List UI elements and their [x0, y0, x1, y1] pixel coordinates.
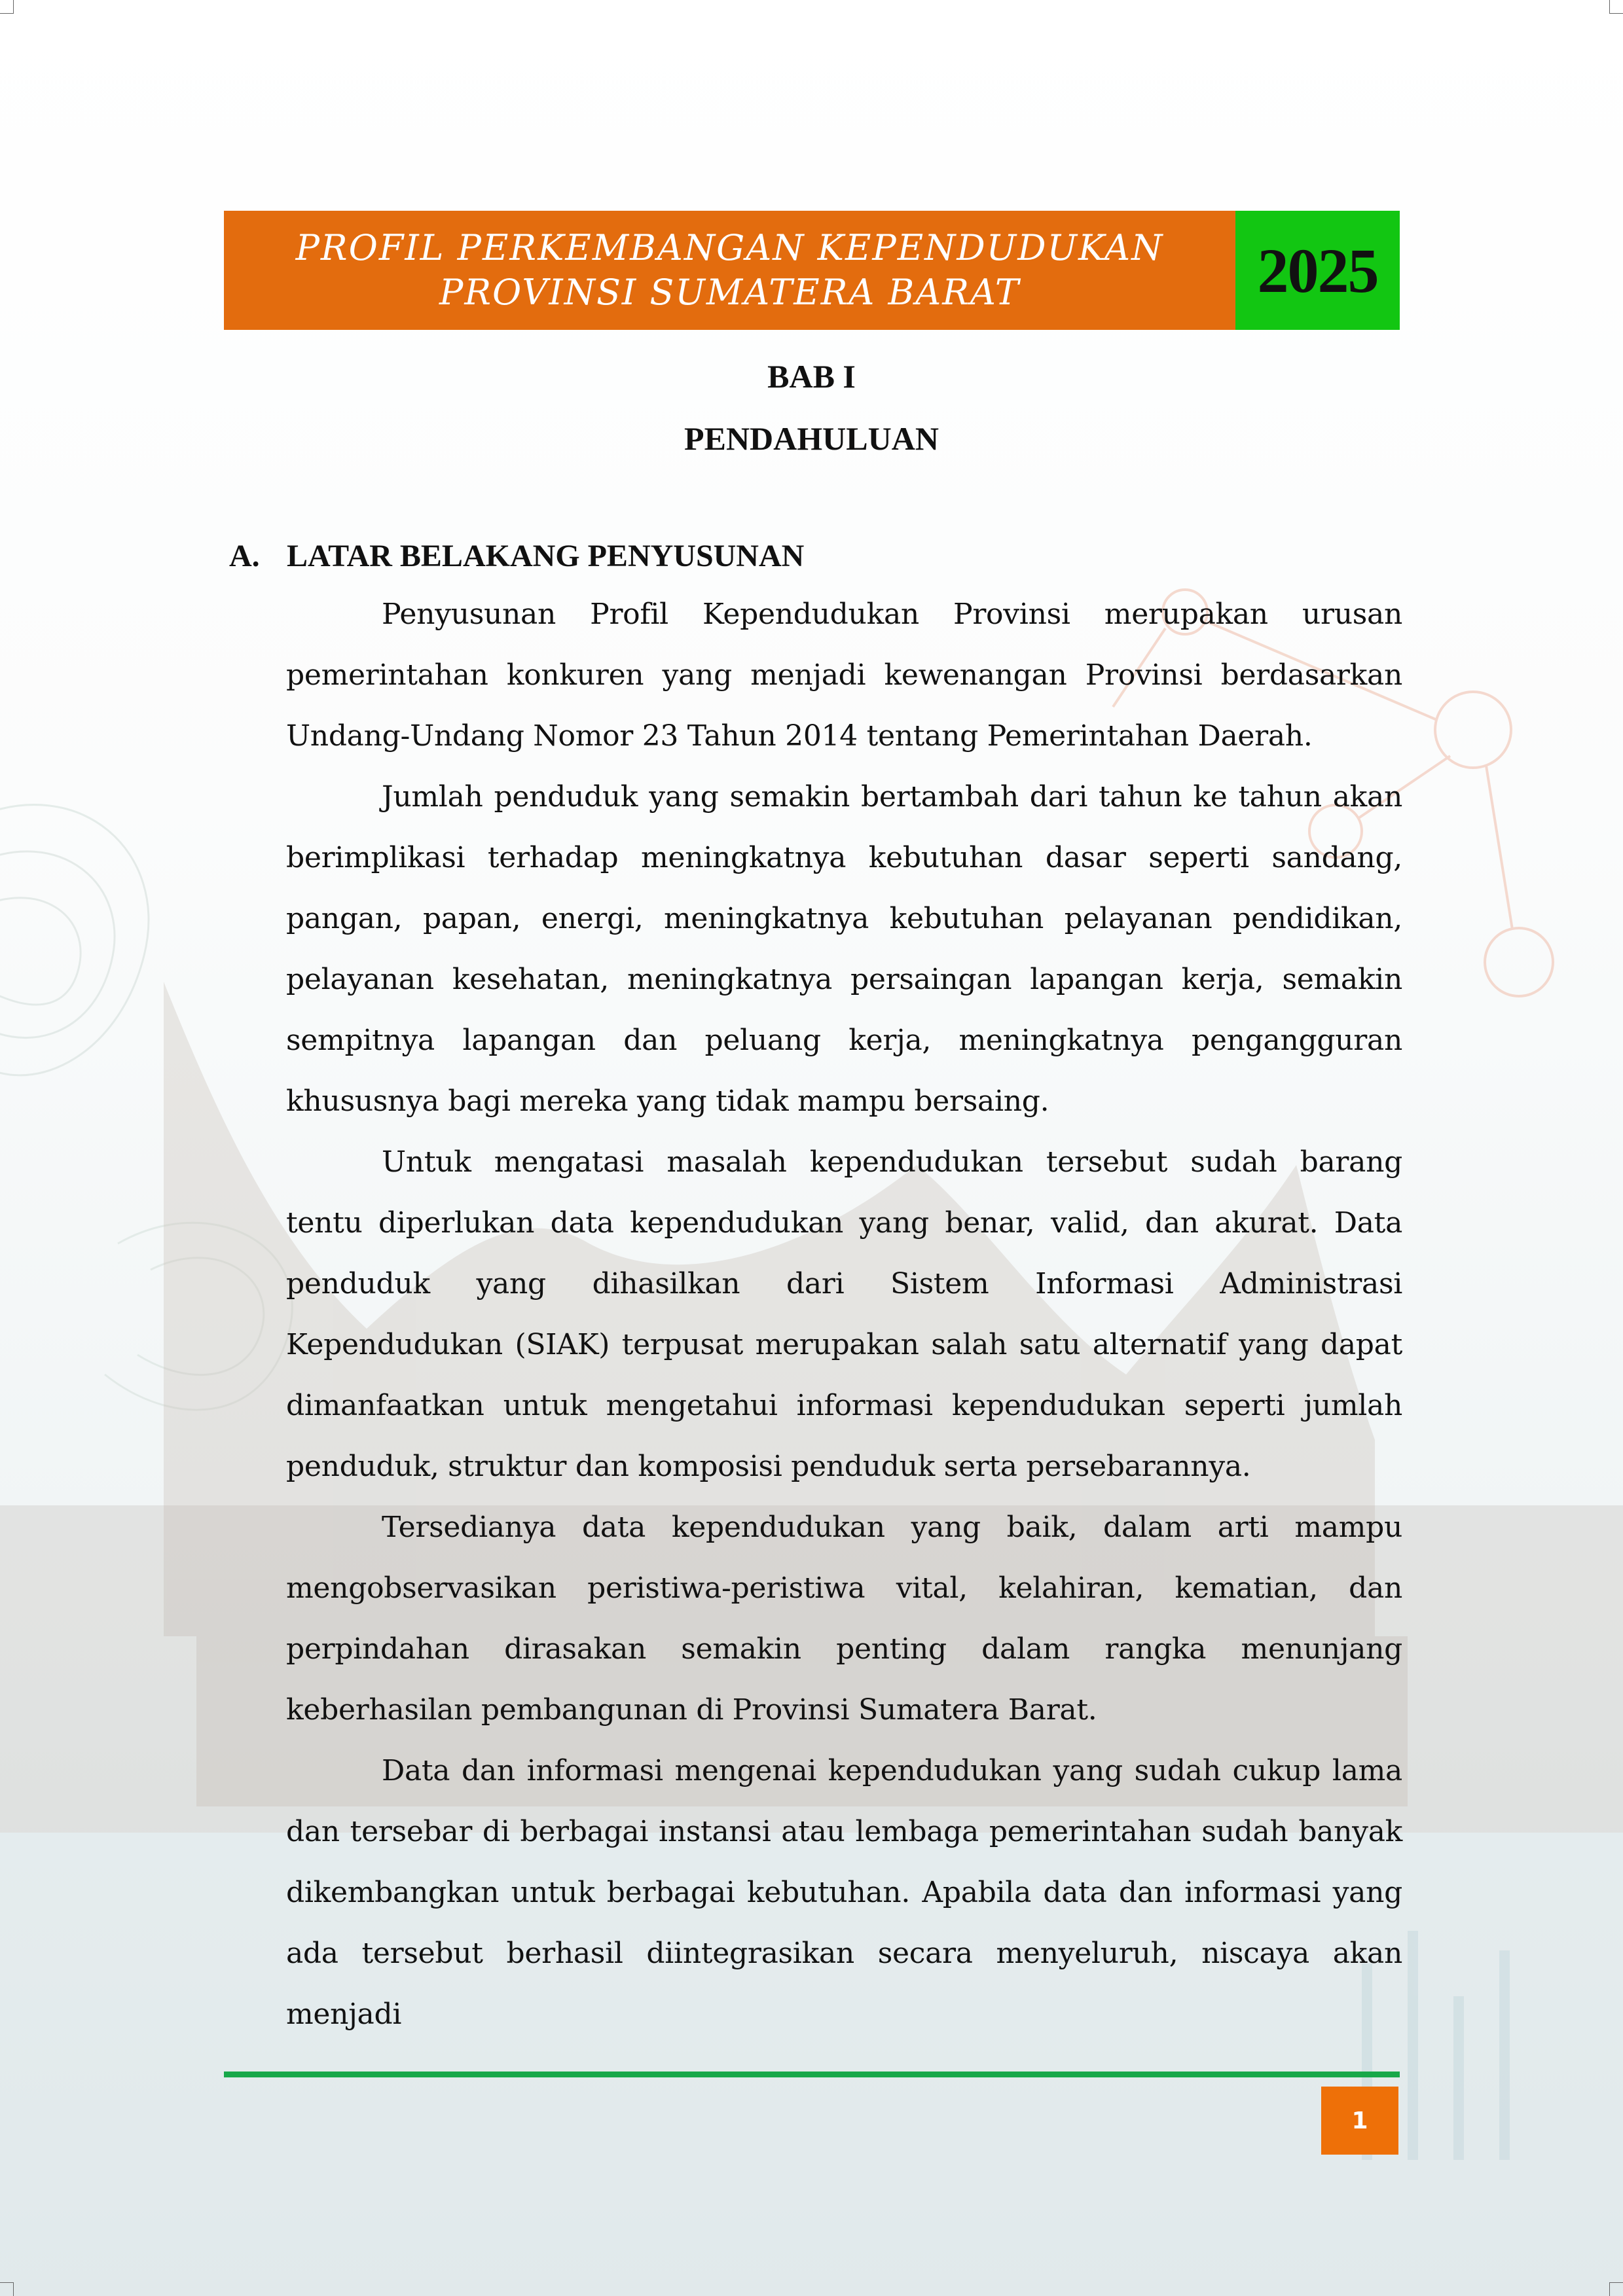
paragraph-5: Data dan informasi mengenai kependudukan yang sudah cukup lama dan tersebar di berbagai instansi atau lembaga pemerintahan sudah banyak dikembangkan untuk berbagai kebutuhan. Apabila data dan informasi yang ada tersebut berhasil diintegrasikan secara menyeluruh, niscaya akan menjadi: [286, 1754, 1402, 2031]
footer-rule: [224, 2072, 1400, 2077]
page-number: 1: [1351, 2107, 1368, 2134]
header-year-block: [1235, 211, 1400, 330]
chapter-title: PENDAHULUAN: [684, 420, 939, 457]
crop-mark-bottom-left: [0, 2282, 14, 2296]
crop-mark-top-left: [0, 0, 14, 14]
section-title: LATAR BELAKANG PENYUSUNAN: [287, 539, 805, 573]
body-text: [286, 584, 1402, 2045]
document-header-banner: [224, 211, 1400, 330]
section-number: A.: [229, 539, 260, 573]
section-heading: [229, 531, 804, 581]
page-number-box: [1321, 2087, 1398, 2155]
crop-mark-bottom-right: [1609, 2282, 1623, 2296]
paragraph-4: Tersedianya data kependudukan yang baik, dalam arti mampu mengobservasikan peristiwa-peristiwa vital, kelahiran, kematian, dan perpindahan dirasakan semakin penting dalam rangka menunjang keberhasilan pembangunan di Provinsi Sumatera Barat.: [286, 1511, 1402, 1727]
crop-mark-top-right: [1609, 0, 1623, 14]
header-year: 2025: [1257, 235, 1378, 306]
header-title-line-1: PROFIL PERKEMBANGAN KEPENDUDUKAN: [295, 227, 1164, 268]
header-title-line-2: PROVINSI SUMATERA BARAT: [439, 272, 1020, 313]
chapter-label: BAB I: [767, 358, 856, 395]
paragraph-2: Jumlah penduduk yang semakin bertambah dari tahun ke tahun akan berimplikasi terhadap meningkatnya kebutuhan dasar seperti sandang, pangan, papan, energi, meningkatnya kebutuhan pelayanan pendidikan, pelayanan kesehatan, meningkatnya persaingan lapangan kerja, semakin sempitnya lapangan dan peluang kerja, meningkatnya pengangguran khususnya bagi mereka yang tidak mampu bersaing.: [286, 780, 1402, 1118]
paragraph-3: Untuk mengatasi masalah kependudukan tersebut sudah barang tentu diperlukan data kependudukan yang benar, valid, dan akurat. Data penduduk yang dihasilkan dari Sistem Informasi Administrasi Kependudukan (SIAK) terpusat merupakan salah satu alternatif yang dapat dimanfaatkan untuk mengetahui informasi kependudukan seperti jumlah penduduk, struktur dan komposisi penduduk serta persebarannya.: [286, 1145, 1402, 1483]
paragraph-1: Penyusunan Profil Kependudukan Provinsi merupakan urusan pemerintahan konkuren yang menjadi kewenangan Provinsi berdasarkan Undang-Undang Nomor 23 Tahun 2014 tentang Pemerintahan Daerah.: [286, 598, 1402, 753]
header-title-block: [224, 211, 1235, 330]
